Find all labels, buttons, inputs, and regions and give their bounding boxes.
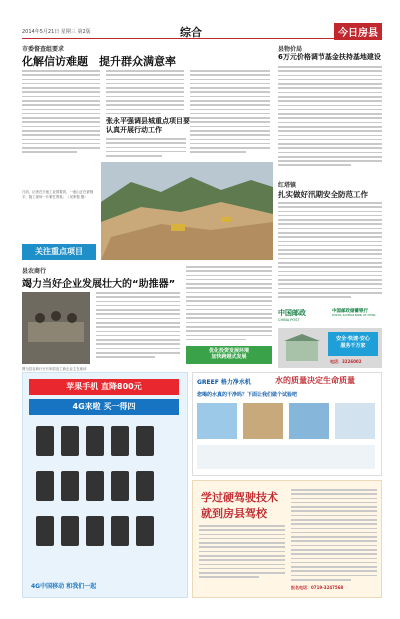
greef-brand: GREEF 格力净水机 bbox=[197, 379, 251, 386]
hongta-body bbox=[278, 202, 382, 300]
hongta-kicker: 红塔镇 bbox=[278, 182, 297, 189]
article-headline: 化解信访难题 提升群众满意率 bbox=[22, 55, 176, 68]
meeting-caption: 图为县农商行行长和县直工商企业主在座谈 bbox=[22, 367, 87, 371]
environment-badge: 优化投资发展环境 加快跨越式发展 bbox=[186, 346, 272, 364]
article-body-2 bbox=[106, 138, 186, 159]
phone-product-grid bbox=[31, 421, 181, 551]
newspaper-logo: 今日房县 bbox=[334, 23, 382, 40]
price-bureau-headline: 6万元价格调节基金扶持基地建设 bbox=[278, 53, 381, 61]
bank-phone: 电话：3226002 bbox=[330, 359, 362, 364]
post-logo-sub: CHINA POST bbox=[278, 318, 300, 322]
right-column bbox=[278, 44, 382, 368]
water-test-images bbox=[197, 403, 377, 471]
safe-bank-box bbox=[328, 332, 378, 356]
masthead bbox=[22, 24, 382, 39]
phone-promo: 苹果手机 直降800元 bbox=[29, 379, 179, 395]
driving-school-ad bbox=[192, 480, 382, 598]
article-body-col3 bbox=[190, 70, 270, 156]
postal-bank-logo bbox=[332, 308, 382, 326]
county-body-col2 bbox=[186, 266, 272, 343]
county-kicker: 县农商行 bbox=[22, 268, 47, 275]
post-logo bbox=[278, 308, 328, 326]
article-headline-2: 张永平强调县城重点项目要认真开展行动工作 bbox=[106, 117, 190, 134]
bank-building-icon bbox=[282, 333, 322, 363]
construction-photo-image bbox=[101, 162, 273, 260]
phone-promo-2: 4G来啦 买一得四 bbox=[29, 399, 179, 415]
mobile-ad bbox=[22, 372, 188, 598]
driving-school-body-right bbox=[291, 489, 377, 583]
postal-bank-ad bbox=[278, 328, 382, 368]
price-bureau-body bbox=[278, 66, 382, 169]
county-body-col1 bbox=[96, 292, 180, 361]
water-question: 您喝的水真的干净吗？下面让我们做个试验吧 bbox=[197, 392, 298, 398]
article-body-col1 bbox=[22, 70, 100, 156]
photo-caption: 日前，记者在天池工业园看到，一座山正在被削平，施工现场一片繁忙景象。（吴家强 摄） bbox=[22, 190, 94, 199]
safe-bank-line1: 安全·快速·安心 bbox=[336, 336, 370, 342]
county-headline: 竭力当好企业发展壮大的“助推器” bbox=[22, 279, 176, 290]
water-purifier-ad bbox=[192, 372, 382, 476]
school-phone: 报名电话：0719-3247568 bbox=[291, 585, 344, 590]
driving-school-body-left bbox=[199, 525, 285, 581]
water-slogan: 水的质量决定生命质量 bbox=[275, 376, 355, 385]
safe-bank-line2: 服务千万家 bbox=[340, 343, 366, 349]
postal-bank-sub: POSTAL SAVINGS BANK OF CHINA bbox=[332, 314, 376, 317]
county-news bbox=[22, 266, 272, 366]
section-title: 综合 bbox=[180, 26, 202, 39]
price-bureau-kicker: 县物价局 bbox=[278, 46, 303, 53]
date-line: 2014年5月21日 星期三 第2版 bbox=[22, 29, 91, 35]
top-article bbox=[22, 44, 272, 159]
hongta-headline: 扎实做好汛期安全防范工作 bbox=[278, 190, 368, 199]
construction-photo bbox=[101, 162, 273, 260]
article-kicker: 市委督查组要求 bbox=[22, 46, 65, 53]
focus-project-badge: 关注重点项目 bbox=[22, 244, 96, 260]
post-logo-text: 中国邮政 bbox=[278, 309, 306, 317]
meeting-photo bbox=[22, 292, 90, 364]
postal-bank-name: 中国邮政储蓄银行 bbox=[332, 309, 368, 314]
driving-school-line2: 就到房县驾校 bbox=[201, 507, 267, 520]
driving-school-line1: 学过硬驾驶技术 bbox=[201, 491, 278, 504]
carrier-logo: 4G中国移动 和我们一起 bbox=[31, 583, 97, 590]
article-body-col2 bbox=[106, 70, 184, 117]
